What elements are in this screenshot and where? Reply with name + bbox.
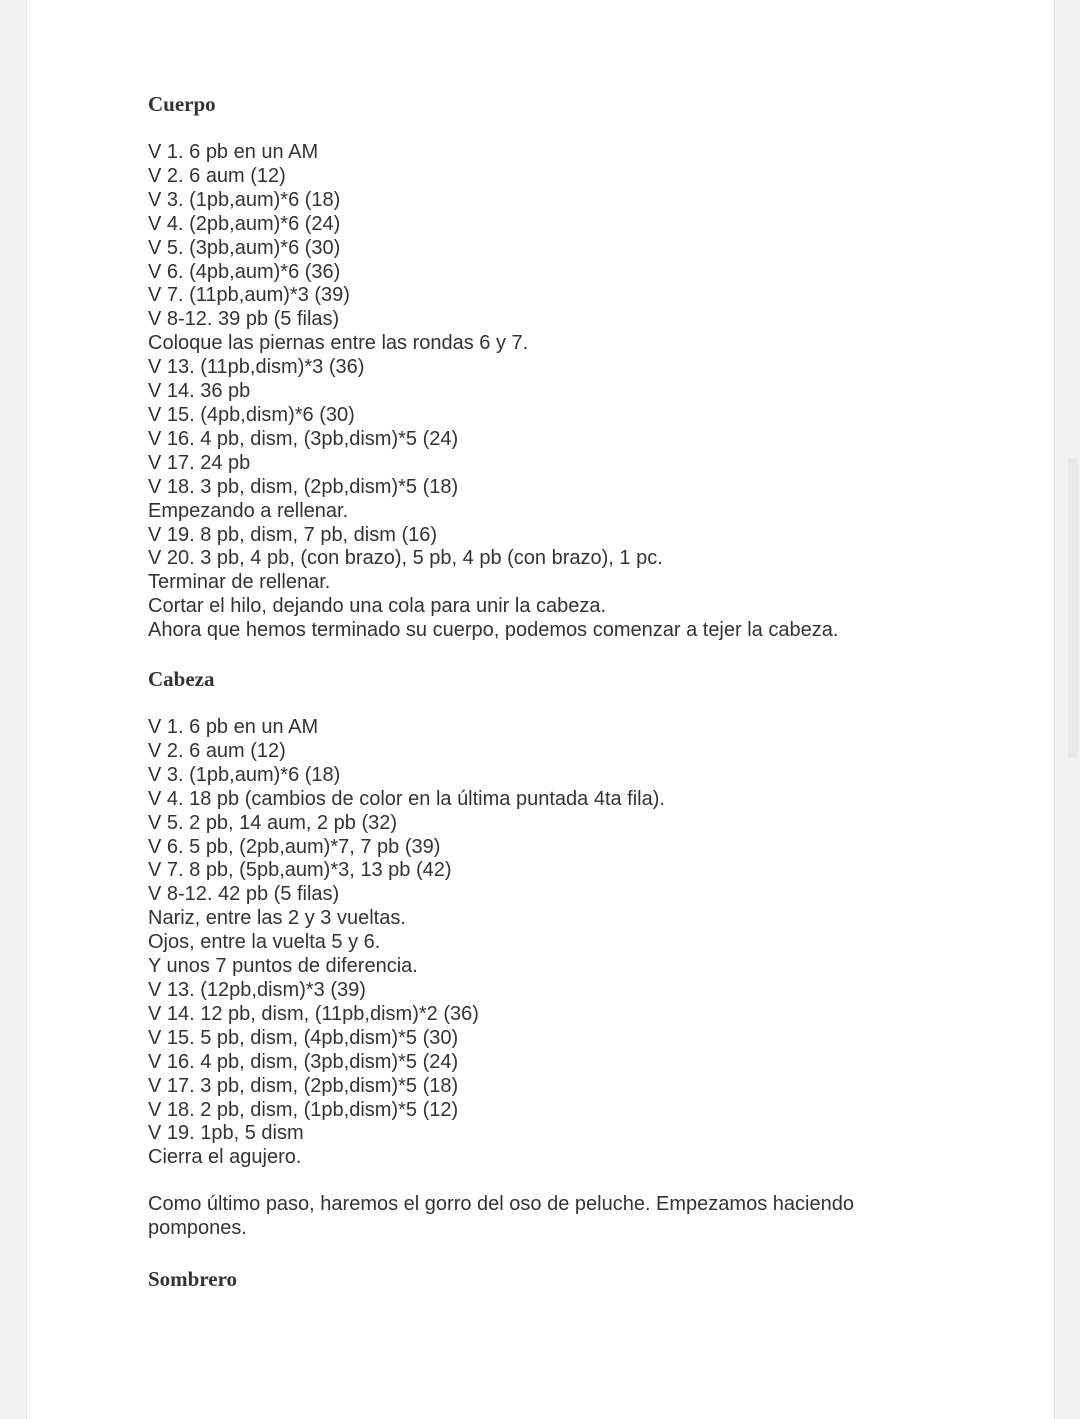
pattern-line: Cierra el agujero.	[148, 1146, 302, 1169]
pattern-line: V 13. (12pb,dism)*3 (39)	[148, 978, 366, 1001]
pattern-line: Cortar el hilo, dejando una cola para unir la cabeza.	[148, 595, 607, 618]
cuerpo-pattern-list	[148, 141, 838, 643]
pattern-line: Terminar de rellenar.	[148, 571, 331, 594]
pattern-line: Y unos 7 puntos de diferencia.	[148, 955, 418, 978]
pattern-line: V 14. 12 pb, dism, (11pb,dism)*2 (36)	[148, 1002, 479, 1025]
pattern-line: V 2. 6 aum (12)	[148, 739, 286, 762]
pattern-line: V 17. 24 pb	[148, 451, 251, 474]
pattern-line: V 4. (2pb,aum)*6 (24)	[148, 212, 341, 235]
pattern-line: V 6. 5 pb, (2pb,aum)*7, 7 pb (39)	[148, 835, 441, 858]
heading-cabeza: Cabeza	[148, 667, 215, 691]
pattern-line: Ojos, entre la vuelta 5 y 6.	[148, 931, 381, 954]
pattern-line: Ahora que hemos terminado su cuerpo, podemos comenzar a tejer la cabeza.	[148, 619, 839, 642]
pattern-line: V 15. 5 pb, dism, (4pb,dism)*5 (30)	[148, 1026, 459, 1049]
pattern-line: V 18. 3 pb, dism, (2pb,dism)*5 (18)	[148, 475, 459, 498]
pattern-line: Empezando a rellenar.	[148, 499, 349, 522]
pattern-line: V 8-12. 42 pb (5 filas)	[148, 883, 340, 906]
pattern-line: V 7. 8 pb, (5pb,aum)*3, 13 pb (42)	[148, 859, 452, 882]
pattern-line: V 18. 2 pb, dism, (1pb,dism)*5 (12)	[148, 1098, 459, 1121]
scrollbar-thumb[interactable]	[1068, 458, 1078, 758]
pattern-line: V 2. 6 aum (12)	[148, 164, 286, 187]
pattern-line: V 8-12. 39 pb (5 filas)	[148, 308, 340, 331]
pattern-line: V 7. (11pb,aum)*3 (39)	[148, 284, 350, 307]
pattern-line: V 6. (4pb,aum)*6 (36)	[148, 260, 341, 283]
pattern-line: V 5. 2 pb, 14 aum, 2 pb (32)	[148, 811, 398, 834]
pattern-line: V 3. (1pb,aum)*6 (18)	[148, 763, 341, 786]
cabeza-pattern-list	[148, 716, 665, 1170]
pattern-line: V 1. 6 pb en un AM	[148, 716, 319, 738]
pattern-line: V 16. 4 pb, dism, (3pb,dism)*5 (24)	[148, 427, 459, 450]
pattern-line: V 3. (1pb,aum)*6 (18)	[148, 188, 341, 211]
pattern-line: V 16. 4 pb, dism, (3pb,dism)*5 (24)	[148, 1050, 459, 1073]
pattern-line: V 1. 6 pb en un AM	[148, 141, 319, 163]
pattern-line: V 20. 3 pb, 4 pb, (con brazo), 5 pb, 4 pb (con brazo), 1 pc.	[148, 547, 663, 570]
pattern-line: Coloque las piernas entre las rondas 6 y 7.	[148, 332, 529, 355]
heading-sombrero: Sombrero	[148, 1267, 238, 1291]
pattern-line: V 15. (4pb,dism)*6 (30)	[148, 403, 355, 426]
pattern-line: V 19. 1pb, 5 dism	[148, 1122, 304, 1145]
pattern-line: V 5. (3pb,aum)*6 (30)	[148, 236, 341, 259]
pattern-line: V 14. 36 pb	[148, 380, 251, 403]
pattern-line: V 19. 8 pb, dism, 7 pb, dism (16)	[148, 523, 438, 546]
pattern-line: Nariz, entre las 2 y 3 vueltas.	[148, 907, 406, 930]
sombrero-intro-paragraph: Como último paso, haremos el gorro del oso de peluche. Empezamos haciendo pompones.	[148, 1193, 854, 1239]
pattern-line: V 17. 3 pb, dism, (2pb,dism)*5 (18)	[148, 1074, 459, 1097]
heading-cuerpo: Cuerpo	[148, 92, 216, 116]
pattern-line: V 4. 18 pb (cambios de color en la última puntada 4ta fila).	[148, 787, 665, 810]
pattern-line: V 13. (11pb,dism)*3 (36)	[148, 356, 365, 379]
